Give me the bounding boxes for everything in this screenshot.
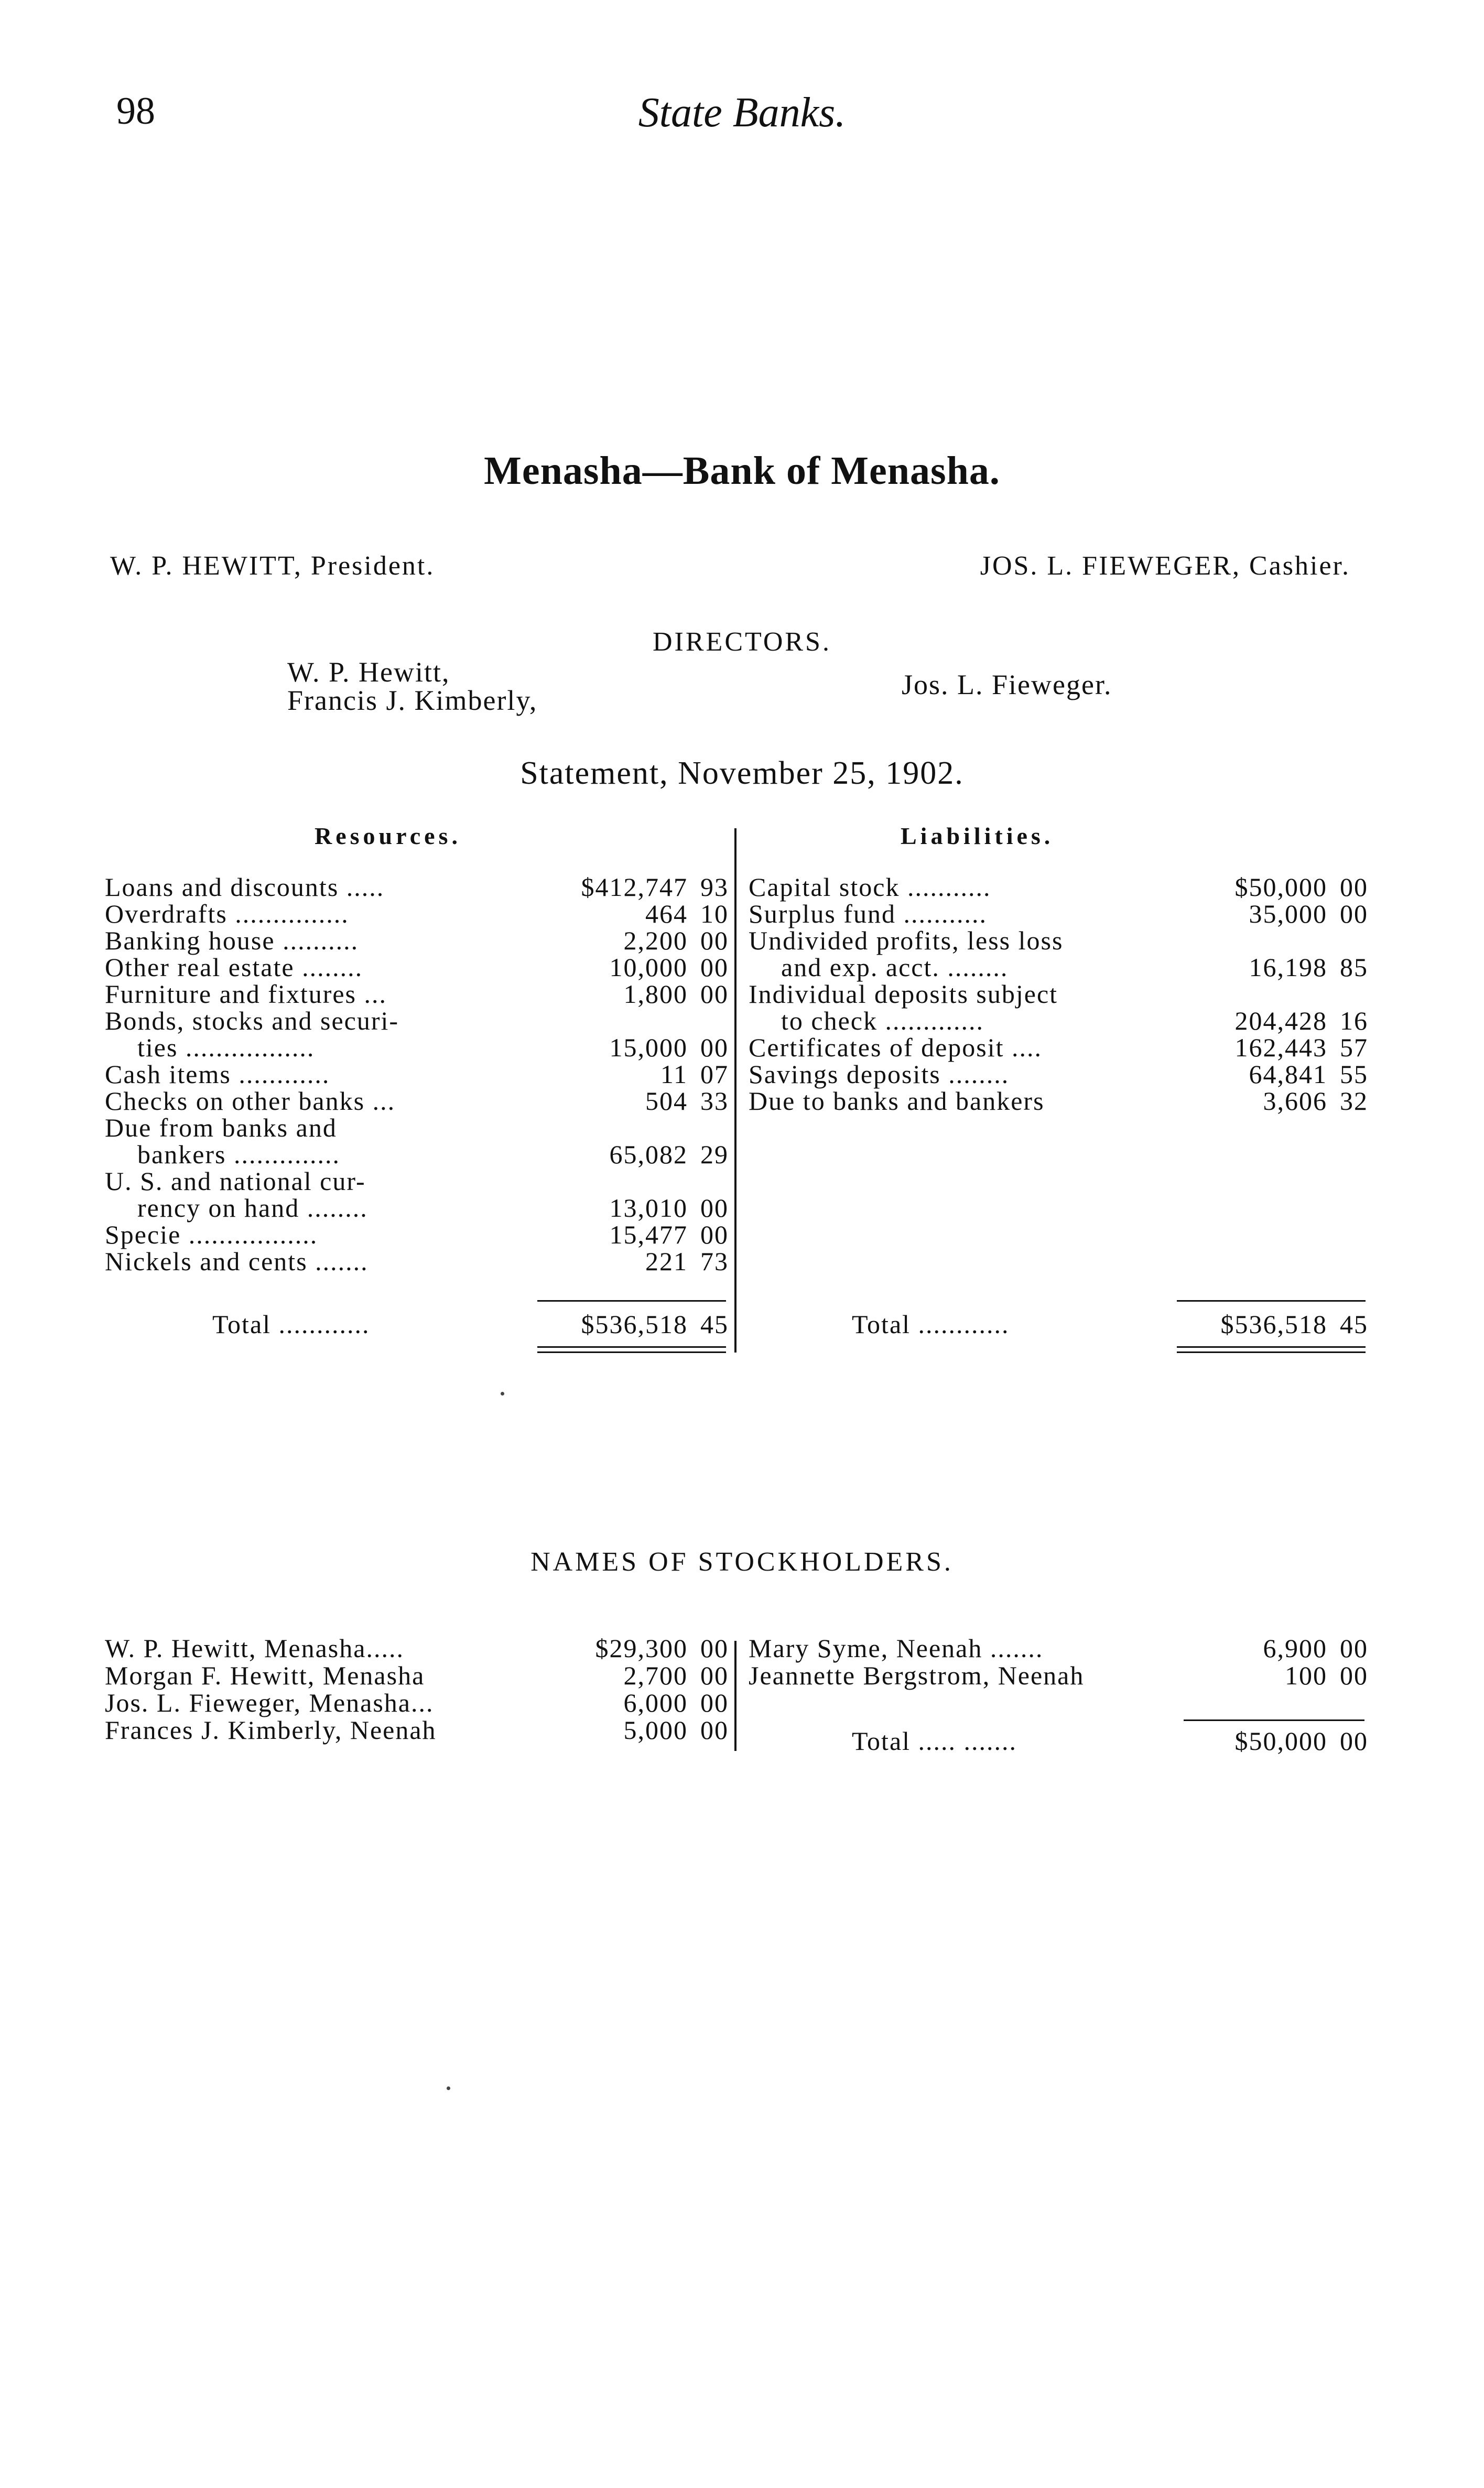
amount-dollars: 15,000 xyxy=(609,1033,688,1062)
item-label: Surplus fund ........... xyxy=(749,899,987,928)
amount-cents: 00 xyxy=(700,953,729,982)
directors-left-column xyxy=(287,658,537,715)
resources-row xyxy=(105,1087,729,1115)
amount-cents: 00 xyxy=(700,1634,729,1663)
amount-cents: 00 xyxy=(1340,1661,1368,1690)
amount-cents: 57 xyxy=(1340,1033,1368,1062)
stockholder-name: Jos. L. Fieweger, Menasha... xyxy=(105,1688,434,1717)
amount-cents: 00 xyxy=(700,1688,729,1717)
liabilities-sum-rule xyxy=(1177,1300,1366,1302)
item-label: rency on hand ........ xyxy=(137,1193,368,1223)
liabilities-row xyxy=(749,954,1368,981)
amount-dollars: 221 xyxy=(645,1247,688,1276)
item-label: Certificates of deposit .... xyxy=(749,1033,1043,1062)
running-head: State Banks. xyxy=(638,90,846,136)
resources-row xyxy=(105,1034,729,1061)
amount-dollars: $412,747 xyxy=(581,872,688,902)
resources-double-rule xyxy=(537,1351,726,1353)
item-label: to check ............. xyxy=(781,1006,984,1035)
total-label: Total ............ xyxy=(212,1310,370,1339)
stockholder-name: W. P. Hewitt, Menasha..... xyxy=(105,1634,404,1663)
stockholders-sum-rule xyxy=(1184,1719,1364,1721)
liabilities-heading: Liabilities. xyxy=(901,823,1054,849)
item-label: ties ................. xyxy=(137,1033,315,1062)
cashier-line: JOS. L. FIEWEGER, Cashier. xyxy=(980,551,1350,581)
print-speck xyxy=(501,1392,504,1396)
amount-dollars: 10,000 xyxy=(609,953,688,982)
item-label: Due to banks and bankers xyxy=(749,1086,1045,1116)
liabilities-row xyxy=(749,1007,1368,1034)
amount-cents: 00 xyxy=(700,1193,729,1223)
stockholder-name: Jeannette Bergstrom, Neenah xyxy=(749,1661,1085,1690)
amount-cents: 00 xyxy=(700,979,729,1009)
item-label: Bonds, stocks and securi- xyxy=(105,1006,399,1035)
total-cents: 45 xyxy=(700,1310,729,1339)
amount-dollars: 16,198 xyxy=(1249,953,1327,982)
liabilities-total-row xyxy=(852,1311,1368,1338)
amount-cents: 00 xyxy=(700,1715,729,1745)
amount-dollars: $29,300 xyxy=(595,1634,688,1663)
liabilities-row xyxy=(749,1087,1368,1115)
liabilities-row xyxy=(749,927,1368,954)
resources-row xyxy=(105,954,729,981)
amount-dollars: 3,606 xyxy=(1263,1086,1327,1116)
total-dollars: $536,518 xyxy=(581,1310,688,1339)
page-number: 98 xyxy=(116,90,155,133)
amount-cents: 00 xyxy=(700,1220,729,1249)
item-label: Checks on other banks ... xyxy=(105,1086,396,1116)
liabilities-row xyxy=(749,980,1368,1008)
stockholder-row xyxy=(105,1662,729,1689)
liabilities-row xyxy=(749,1061,1368,1088)
total-label: Total ............ xyxy=(852,1310,1010,1339)
resources-row xyxy=(105,980,729,1008)
amount-dollars: 13,010 xyxy=(609,1193,688,1223)
liabilities-double-rule xyxy=(1177,1346,1366,1348)
amount-cents: 29 xyxy=(700,1140,729,1169)
item-label: Banking house .......... xyxy=(105,926,359,955)
item-label: Specie ................. xyxy=(105,1220,318,1249)
item-label: Overdrafts ............... xyxy=(105,899,349,928)
amount-cents: 00 xyxy=(1340,1634,1368,1663)
amount-cents: 32 xyxy=(1340,1086,1368,1116)
resources-double-rule xyxy=(537,1346,726,1348)
amount-dollars: 64,841 xyxy=(1249,1059,1327,1089)
stockholder-row xyxy=(749,1635,1368,1662)
column-divider xyxy=(734,828,736,1353)
amount-cents: 07 xyxy=(700,1059,729,1089)
stockholder-row xyxy=(105,1635,729,1662)
resources-row xyxy=(105,873,729,901)
print-speck xyxy=(447,2086,450,2090)
resources-row xyxy=(105,1114,729,1141)
director-name: Jos. L. Fieweger. xyxy=(902,669,1112,700)
amount-cents: 33 xyxy=(700,1086,729,1116)
stockholder-row xyxy=(105,1716,729,1744)
stockholder-row xyxy=(105,1689,729,1716)
statement-title: Statement, November 25, 1902. xyxy=(520,755,964,791)
stockholder-name: Mary Syme, Neenah ....... xyxy=(749,1634,1044,1663)
total-label: Total ..... ....... xyxy=(852,1726,1017,1756)
amount-dollars: 6,900 xyxy=(1263,1634,1327,1663)
director-name: Francis J. Kimberly, xyxy=(287,685,538,716)
amount-cents: 85 xyxy=(1340,953,1368,982)
stockholder-name: Frances J. Kimberly, Neenah xyxy=(105,1715,437,1745)
item-label: Nickels and cents ....... xyxy=(105,1247,369,1276)
item-label: U. S. and national cur- xyxy=(105,1166,366,1196)
stockholders-divider xyxy=(734,1641,736,1751)
directors-heading: DIRECTORS. xyxy=(653,627,831,657)
amount-cents: 73 xyxy=(700,1247,729,1276)
amount-cents: 00 xyxy=(700,926,729,955)
liabilities-double-rule xyxy=(1177,1351,1366,1353)
amount-dollars: 2,700 xyxy=(623,1661,688,1690)
stockholders-total-row xyxy=(852,1727,1368,1755)
resources-total-row xyxy=(212,1311,729,1338)
stockholder-name: Morgan F. Hewitt, Menasha xyxy=(105,1661,425,1690)
amount-cents: 55 xyxy=(1340,1059,1368,1089)
amount-dollars: 2,200 xyxy=(623,926,688,955)
resources-row xyxy=(105,927,729,954)
item-label: Due from banks and xyxy=(105,1113,337,1142)
liabilities-row xyxy=(749,873,1368,901)
amount-cents: 00 xyxy=(1340,872,1368,902)
resources-row xyxy=(105,1167,729,1195)
amount-dollars: 204,428 xyxy=(1234,1006,1327,1035)
amount-dollars: 5,000 xyxy=(623,1715,688,1745)
amount-dollars: 504 xyxy=(645,1086,688,1116)
amount-dollars: 1,800 xyxy=(623,979,688,1009)
resources-row xyxy=(105,1248,729,1275)
amount-dollars: 162,443 xyxy=(1234,1033,1327,1062)
bank-title: Menasha—Bank of Menasha. xyxy=(484,449,1000,493)
resources-row xyxy=(105,1007,729,1034)
resources-sum-rule xyxy=(537,1300,726,1302)
amount-cents: 10 xyxy=(700,899,729,928)
total-cents: 45 xyxy=(1340,1310,1368,1339)
total-cents: 00 xyxy=(1340,1726,1368,1756)
liabilities-row xyxy=(749,900,1368,927)
amount-dollars: 100 xyxy=(1285,1661,1327,1690)
item-label: Loans and discounts ..... xyxy=(105,872,385,902)
item-label: Cash items ............ xyxy=(105,1059,330,1089)
resources-row xyxy=(105,1221,729,1248)
item-label: Capital stock ........... xyxy=(749,872,991,902)
amount-cents: 00 xyxy=(700,1661,729,1690)
amount-cents: 16 xyxy=(1340,1006,1368,1035)
director-name: W. P. Hewitt, xyxy=(287,656,450,688)
liabilities-row xyxy=(749,1034,1368,1061)
resources-heading: Resources. xyxy=(315,823,461,849)
president-line: W. P. HEWITT, President. xyxy=(110,551,435,581)
item-label: bankers .............. xyxy=(137,1140,340,1169)
amount-cents: 00 xyxy=(1340,899,1368,928)
item-label: Savings deposits ........ xyxy=(749,1059,1010,1089)
item-label: Furniture and fixtures ... xyxy=(105,979,387,1009)
resources-row xyxy=(105,1194,729,1221)
amount-dollars: 464 xyxy=(645,899,688,928)
stockholders-heading: NAMES OF STOCKHOLDERS. xyxy=(530,1547,954,1577)
stockholder-row xyxy=(749,1662,1368,1689)
total-dollars: $536,518 xyxy=(1220,1310,1327,1339)
item-label: and exp. acct. ........ xyxy=(781,953,1009,982)
amount-dollars: 11 xyxy=(660,1059,688,1089)
amount-dollars: 6,000 xyxy=(623,1688,688,1717)
item-label: Other real estate ........ xyxy=(105,953,363,982)
amount-dollars: $50,000 xyxy=(1234,872,1327,902)
amount-dollars: 15,477 xyxy=(609,1220,688,1249)
resources-row xyxy=(105,1061,729,1088)
amount-cents: 00 xyxy=(700,1033,729,1062)
amount-cents: 93 xyxy=(700,872,729,902)
item-label: Individual deposits subject xyxy=(749,979,1058,1009)
item-label: Undivided profits, less loss xyxy=(749,926,1064,955)
resources-row xyxy=(105,900,729,927)
amount-dollars: 35,000 xyxy=(1249,899,1327,928)
total-dollars: $50,000 xyxy=(1234,1726,1327,1756)
amount-dollars: 65,082 xyxy=(609,1140,688,1169)
resources-row xyxy=(105,1141,729,1168)
